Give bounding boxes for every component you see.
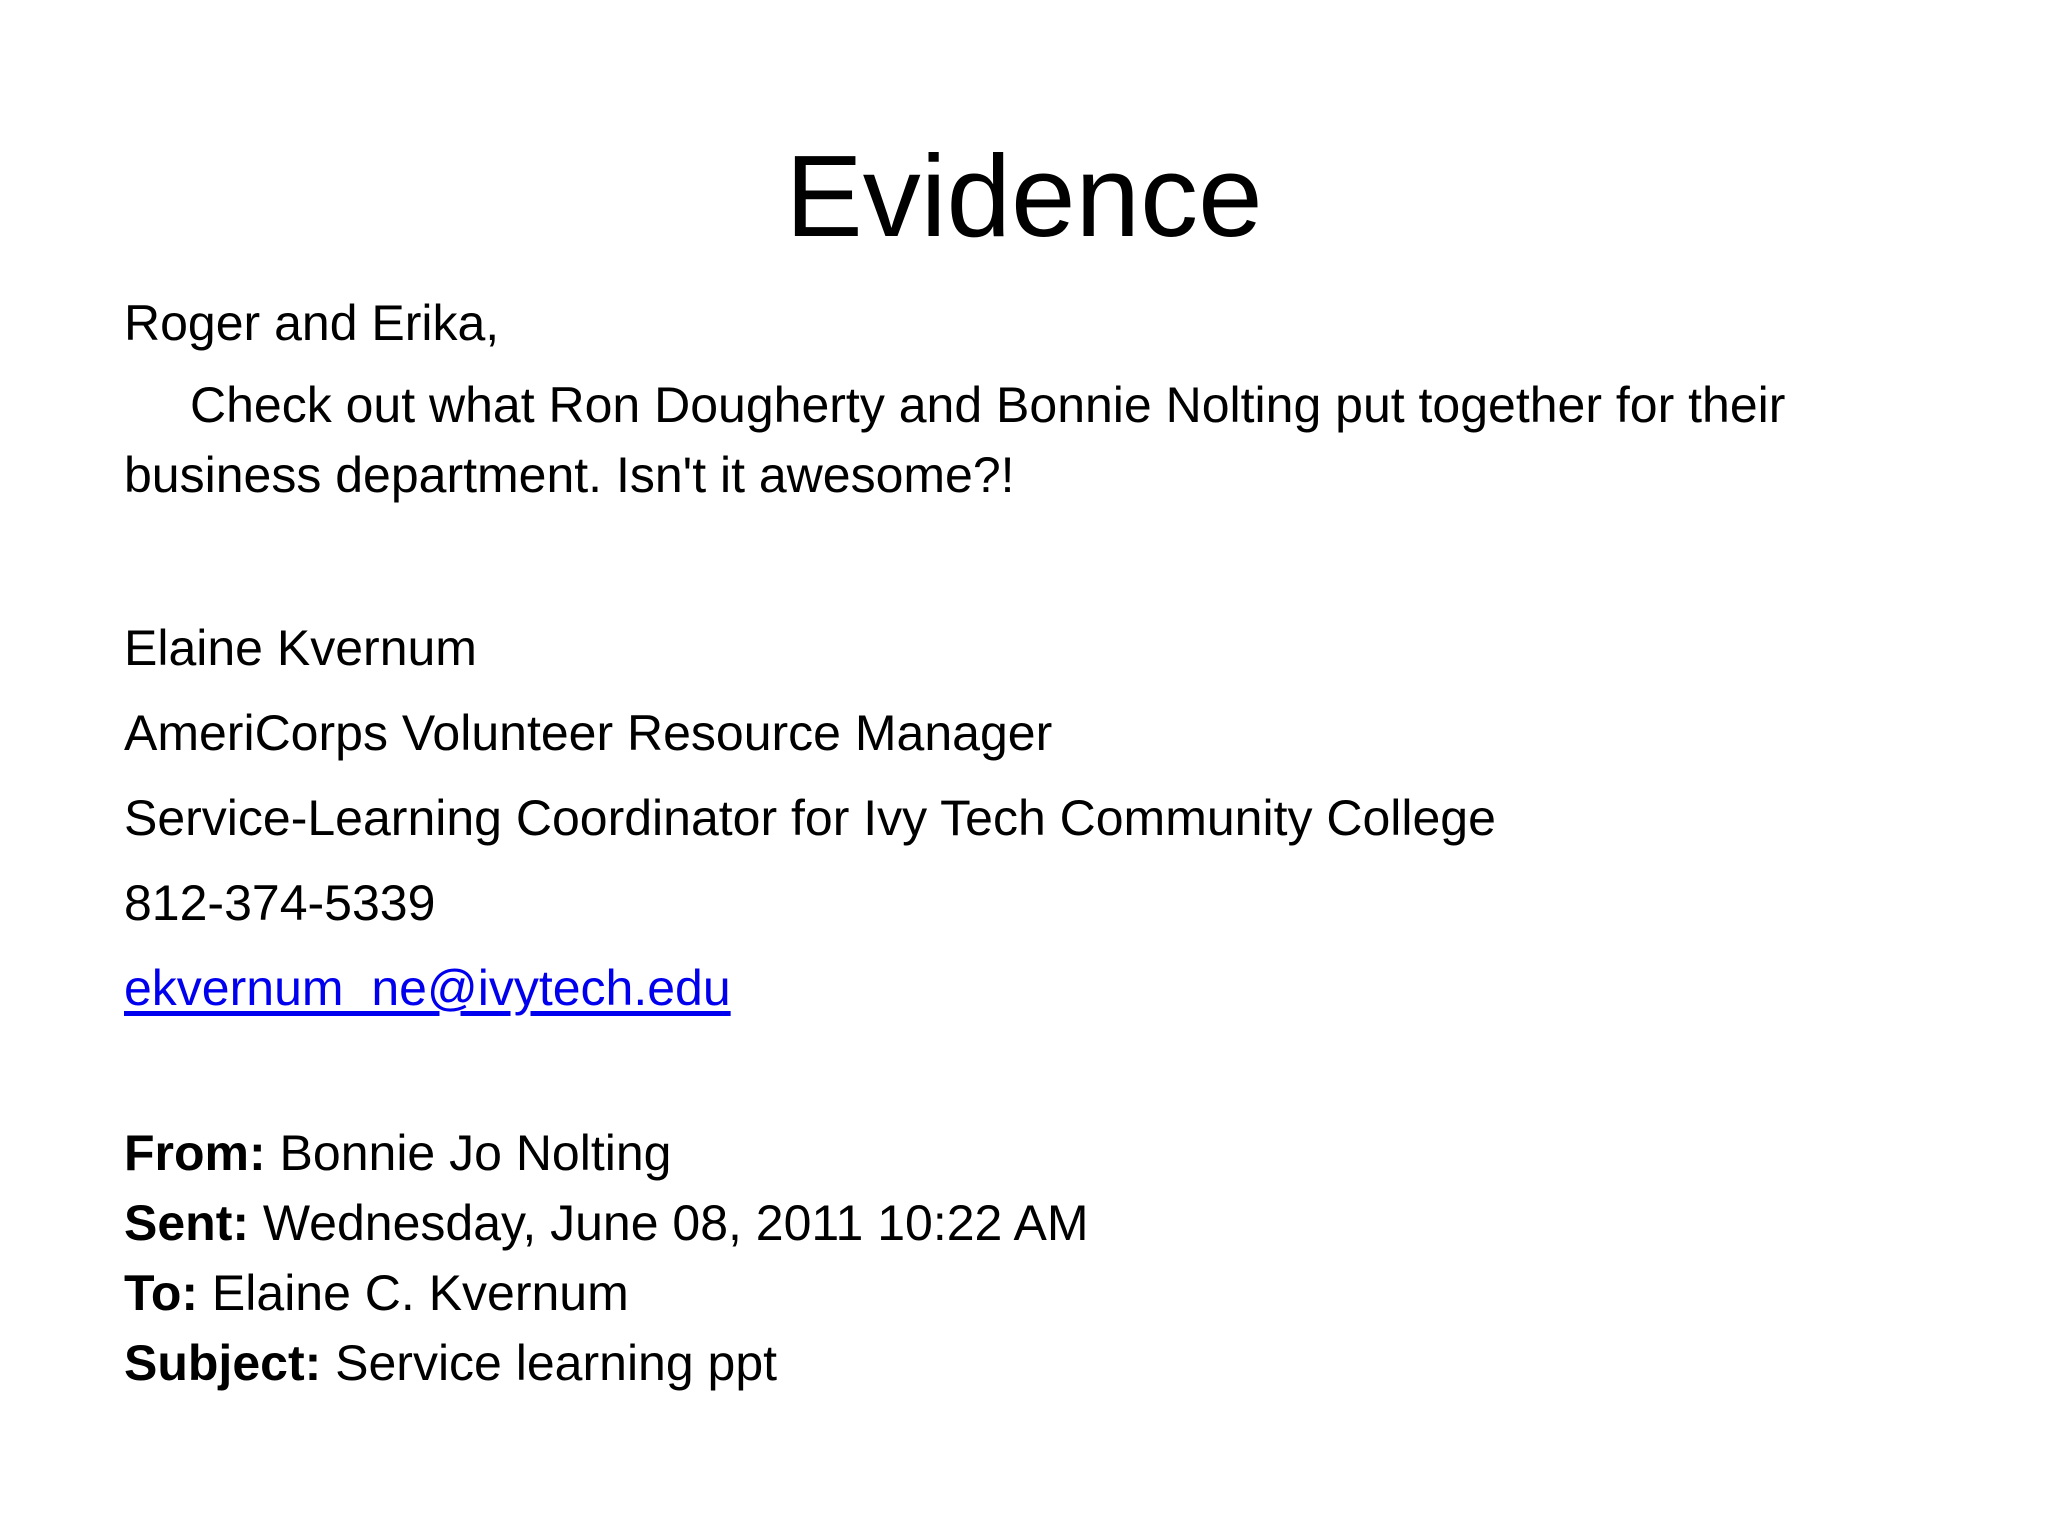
header-sent-value: Wednesday, June 08, 2011 10:22 AM [249, 1195, 1089, 1251]
header-to-line [124, 1258, 1944, 1328]
header-from-value: Bonnie Jo Nolting [265, 1125, 672, 1181]
email-message: Check out what Ron Dougherty and Bonnie Nolting put together for their business department. Isn't it awesome?! [124, 377, 1786, 503]
header-from-label: From: [124, 1125, 266, 1181]
email-greeting: Roger and Erika, [124, 295, 500, 351]
header-subject-value: Service learning ppt [321, 1335, 778, 1391]
signature-email-line [124, 953, 1944, 1023]
header-subject-label: Subject: [124, 1335, 322, 1391]
forwarded-header [124, 1118, 1944, 1398]
signature-name: Elaine Kvernum [124, 620, 477, 676]
header-to-label: To: [124, 1265, 199, 1321]
header-sent-label: Sent: [124, 1195, 249, 1251]
header-from-line [124, 1118, 1944, 1188]
signature-phone: 812-374-5339 [124, 875, 436, 931]
signature-email-link[interactable]: ekvernum_ne@ivytech.edu [124, 960, 731, 1016]
header-to-value: Elaine C. Kvernum [198, 1265, 629, 1321]
slide-title: Evidence [785, 131, 1263, 261]
signature-role: Service-Learning Coordinator for Ivy Tech Community College [124, 790, 1496, 846]
signature-title: AmeriCorps Volunteer Resource Manager [124, 705, 1053, 761]
header-subject-line [124, 1328, 1944, 1398]
header-sent-line [124, 1188, 1944, 1258]
